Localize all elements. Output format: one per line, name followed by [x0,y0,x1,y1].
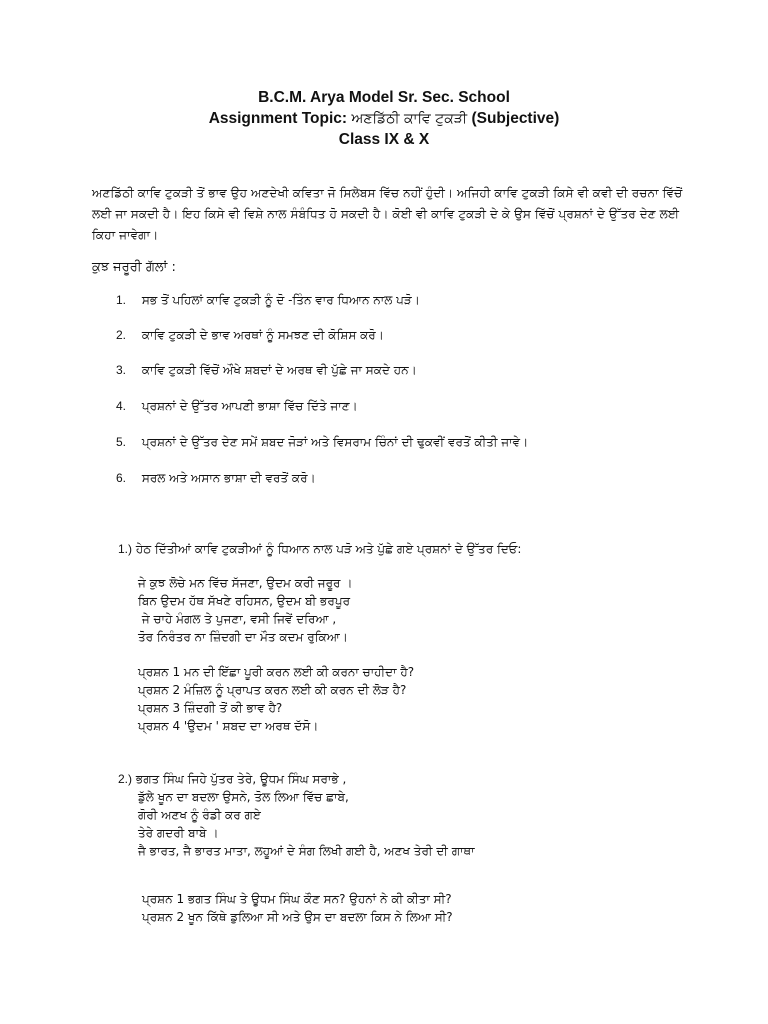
question-line: ਪ੍ਰਸ਼ਨ 4 'ਉਦਮ ' ਸ਼ਬਦ ਦਾ ਅਰਥ ਦੱਸੋ। [138,719,319,733]
class-title: Class IX & X [338,131,430,148]
rule-item [116,291,420,309]
poem-line: ਜੈ ਭਾਰਤ, ਜੈ ਭਾਰਤ ਮਾਤਾ, ਲਹੂਆਂ ਦੇ ਸੰਗ ਲਿਖੀ ਗਈ ਹੈ, ਅਣਖ ਤੇਰੀ ਦੀ ਗਾਥਾ [138,844,475,858]
poem-line: ਤੋਰ ਨਿਰੰਤਰ ਨਾ ਜ਼ਿੰਦਗੀ ਦਾ ਮੌਤ ਕਦਮ ਰੁਕਿਆ। [138,630,348,644]
poem-line: ਬਿਨ ਉਦਮ ਹੱਥ ਸੱਖਣੇ ਰਹਿਸਨ, ਉਦਮ ਬੀ ਭਰਪੂਰ [138,594,351,608]
exercise-number: 1.) [118,542,133,556]
exercise-1-poem [138,574,352,646]
rule-number: 3. [116,363,127,377]
poem-line: ਭਗਤ ਸਿੰਘ ਜਿਹੇ ਪੁੱਤਰ ਤੇਰੇ, ਊਧਮ ਸਿੰਘ ਸਰਾਭੇ , [135,772,347,786]
question-line: ਪ੍ਰਸ਼ਨ 1 ਭਗਤ ਸਿੰਘ ਤੇ ਊਧਮ ਸਿੰਘ ਕੌਣ ਸਨ? ਉਹਨਾਂ ਨੇ ਕੀ ਕੀਤਾ ਸੀ? [142,892,452,906]
exercise-1-questions [138,663,414,735]
instruction-text: ਹੇਠ ਦਿੱਤੀਆਂ ਕਾਵਿ ਟੁਕੜੀਆਂ ਨੂੰ ਧਿਆਨ ਨਾਲ ਪੜੋ ਅਤੇ ਪੁੱਛੇ ਗਏ ਪ੍ਰਸ਼ਨਾਂ ਦੇ ਉੱਤਰ ਦਿਓ: [135,542,522,556]
rule-number: 5. [116,435,127,449]
rule-text: ਸਭ ਤੋਂ ਪਹਿਲਾਂ ਕਾਵਿ ਟੁਕੜੀ ਨੂੰ ਦੋ -ਤਿੰਨ ਵਾਰ ਧਿਆਨ ਨਾਲ ਪੜੋ। [141,293,420,307]
rules-heading: ਕੁਝ ਜਰੂਰੀ ਗੱਲਾਂ : [92,260,176,275]
rule-text: ਕਾਵਿ ਟੁਕੜੀ ਵਿੱਚੋਂ ਔਖੇ ਸ਼ਬਦਾਂ ਦੇ ਅਰਥ ਵੀ ਪੁੱਛੇ ਜਾ ਸਕਦੇ ਹਨ। [141,363,417,377]
poem-line: ਜੇ ਕੁਝ ਲੋਚੇ ਮਨ ਵਿੱਚ ਸੱਜਣਾ, ਉਦਮ ਕਰੀ ਜਰੂਰ । [138,576,353,590]
question-line: ਪ੍ਰਸ਼ਨ 2 ਮੰਜ਼ਿਲ ਨੂੰ ਪ੍ਰਾਪਤ ਕਰਨ ਲਈ ਕੀ ਕਰਨ ਦੀ ਲੋੜ ਹੈ? [138,683,407,697]
poem-line: ਤੇਰੇ ਗਦਰੀ ਬਾਬੇ । [138,826,219,840]
rule-item [116,469,316,487]
rule-item [116,361,417,379]
poem-line: ਡੁੱਲੇ ਖੂਨ ਦਾ ਬਦਲਾ ਉਸਨੇ, ਤੋਲ ਲਿਆ ਵਿੱਚ ਛਾਬੇ, [138,790,349,804]
rule-number: 6. [116,471,127,485]
poem-line: ਗੋਰੀ ਅਣਖ ਨੂੰ ਰੰਡੀ ਕਰ ਗਏ [138,808,261,822]
school-name: B.C.M. Arya Model Sr. Sec. School [258,89,510,106]
topic-suffix: (Subjective) [471,110,560,127]
exercise-2-questions [142,890,453,926]
rule-number: 1. [116,293,127,307]
exercise-1-instruction [118,540,521,558]
question-line: ਪ੍ਰਸ਼ਨ 3 ਜ਼ਿੰਦਗੀ ਤੋਂ ਕੀ ਭਾਵ ਹੈ? [138,701,283,715]
topic-label: Assignment Topic: [208,110,348,127]
question-line: ਪ੍ਰਸ਼ਨ 1 ਮਨ ਦੀ ਇੱਛਾ ਪੂਰੀ ਕਰਨ ਲਈ ਕੀ ਕਰਨਾ ਚਾਹੀਦਾ ਹੈ? [138,665,415,679]
rule-text: ਸਰਲ ਅਤੇ ਅਸਾਨ ਭਾਸ਼ਾ ਦੀ ਵਰਤੋਂ ਕਰੋ। [141,471,316,485]
rule-text: ਪ੍ਰਸ਼ਨਾਂ ਦੇ ਉੱਤਰ ਦੇਣ ਸਮੇਂ ਸ਼ਬਦ ਜੋੜਾਂ ਅਤੇ ਵਿਸਰਾਮ ਚਿੰਨਾਂ ਦੀ ਢੁਕਵੀਂ ਵਰਤੋਂ ਕੀਤੀ ਜਾਵੇ। [141,435,529,449]
exercise-number: 2.) [118,772,133,786]
rule-text: ਕਾਵਿ ਟੁਕੜੀ ਦੇ ਭਾਵ ਅਰਥਾਂ ਨੂੰ ਸਮਝਣ ਦੀ ਕੋਸ਼ਿਸ ਕਰੋ। [141,328,384,342]
rule-text: ਪ੍ਰਸ਼ਨਾਂ ਦੇ ਉੱਤਰ ਆਪਣੀ ਭਾਸ਼ਾ ਵਿੱਚ ਦਿੱਤੇ ਜਾਣ। [141,399,358,413]
assignment-topic [0,109,768,129]
question-line: ਪ੍ਰਸ਼ਨ 2 ਖੂਨ ਕਿੱਥੇ ਡੁਲਿਆ ਸੀ ਅਤੇ ਉਸ ਦਾ ਬਦਲਾ ਕਿਸ ਨੇ ਲਿਆ ਸੀ? [142,910,453,924]
exercise-2-poem [138,788,475,860]
rule-item [116,326,384,344]
rule-item [116,433,528,451]
topic-punjabi: ਅਣਡਿੱਠੀ ਕਾਵਿ ਟੁਕੜੀ [351,111,468,127]
poem-line: ਜੇ ਚਾਹੇ ਮੰਗਲ ਤੇ ਪੁਜਣਾ, ਵਸੀ ਜਿਵੇਂ ਦਰਿਆ , [138,612,337,626]
exercise-2-first-line [118,770,346,788]
rule-item [116,397,358,415]
intro-paragraph: ਅਣਡਿੱਠੀ ਕਾਵਿ ਟੁਕੜੀ ਤੋਂ ਭਾਵ ਉਹ ਅਣਦੇਖੀ ਕਵਿਤਾ ਜੋ ਸਿਲੇਬਸ ਵਿੱਚ ਨਹੀਂ ਹੁੰਦੀ। ਅਜਿਹੀ ਕਾਵਿ ਟੁਕੜੀ ਕਿਸੇ ਵੀ ਕਵੀ ਦੀ ਰਚਨਾ ਵਿੱਚੋਂ ਲਈ ਜਾ ਸਕਦੀ ਹੈ। ਇਹ ਕਿਸੇ ਵੀ ਵਿਸ਼ੇ ਨਾਲ ਸੰਬੰਧਿਤ ਹੋ ਸਕਦੀ ਹੈ। ਕੋਈ ਵੀ ਕਾਵਿ ਟੁਕੜੀ ਦੇ ਕੇ ਉਸ ਵਿੱਚੋਂ ਪ੍ਰਸ਼ਨਾਂ ਦੇ ਉੱਤਰ ਦੇਣ ਲਈ ਕਿਹਾ ਜਾਵੇਗਾ। [92,186,683,242]
rule-number: 4. [116,399,127,413]
rule-number: 2. [116,328,127,342]
